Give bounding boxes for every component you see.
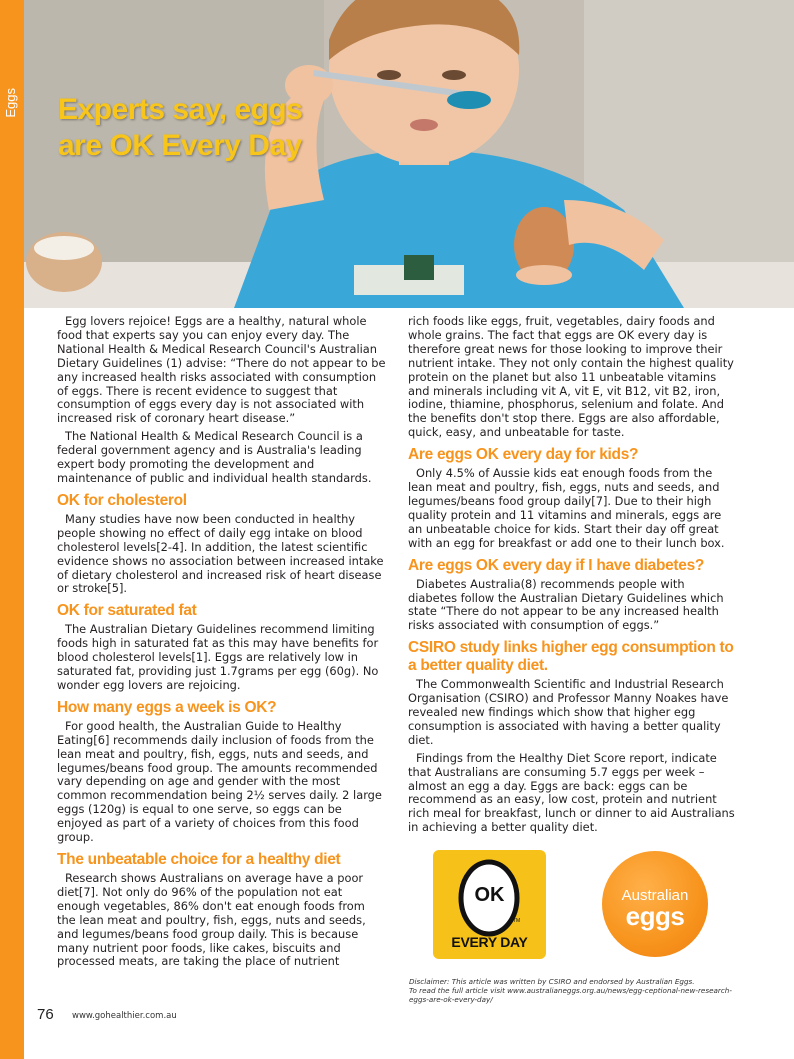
intro-paragraph-1: Egg lovers rejoice! Eggs are a healthy, natural whole food that experts say you can enjoy every day. The National Health & Medical Research Council's Australian Dietary Guidelines (1) advise: “There do not appear to be any increased health risks associated with consumption of eggs. There is recent evidence to suggest that consumption of eggs every day is not associated with increased risk of coronary heart disease.” xyxy=(57,314,386,426)
heading-kids: Are eggs OK every day for kids? xyxy=(408,446,639,464)
heading-csiro-study: CSIRO study links higher egg consumption to a better quality diet. xyxy=(408,639,734,675)
disclaimer-line-1: Disclaimer: This article was written by CSIRO and endorsed by Australian Eggs. xyxy=(409,977,695,986)
eggs-per-week-paragraph: For good health, the Australian Guide to Healthy Eating[6] recommends daily inclusion of foods from the lean meat and poultry, fish, eggs, nuts and seeds, and legumes/beans food group. The amounts recommended vary depending on age and gender with the most common recommendation being 2½ serves daily. 2 large eggs (120g) is equal to one serve, so eggs can be enjoyed as part of a variety of choices from this food group. xyxy=(57,718,382,845)
csiro-paragraph-1: The Commonwealth Scientific and Industrial Research Organisation (CSIRO) and Professor Manny Noakes have revealed new findings which show that higher egg consumption is associated with having a better quality diet. xyxy=(408,677,729,747)
page-number: 76 xyxy=(37,1006,54,1023)
left-column xyxy=(57,315,387,973)
kids-paragraph: Only 4.5% of Aussie kids eat enough foods from the lean meat and poultry, fish, eggs, nuts and seeds, and legumes/beans food group daily[7]. Due to their high quality protein and 11 vitamins and minerals, eggs are an unbeatable choice for kids. Start their day off great with an egg for breakfast or add one to their lunch box. xyxy=(408,466,725,550)
side-tab-bar xyxy=(0,0,24,1059)
every-day-logo-text: EVERY DAY xyxy=(451,934,528,950)
heading-unbeatable-choice: The unbeatable choice for a healthy diet xyxy=(57,851,341,868)
continued-paragraph: rich foods like eggs, fruit, vegetables, dairy foods and whole grains. The fact that eggs are OK every day is therefore great news for those looking to improve their nutrient intake. They not only contain the highest quality protein on the planet but also 11 unbeatable vitamins and minerals including vit A, vit E, vit B12, vit B2, iron, iodine, thiamine, phosphorus, selenium and folate. And the benefits don't stop there. Eggs are also affordable, quick, easy, and unbeatable for taste. xyxy=(408,314,734,440)
side-tab-label: Eggs xyxy=(3,88,18,118)
heading-diabetes: Are eggs OK every day if I have diabetes? xyxy=(408,556,705,574)
heading-eggs-per-week: How many eggs a week is OK? xyxy=(57,698,277,716)
australian-eggs-logo xyxy=(602,851,708,957)
unbeatable-choice-paragraph: Research shows Australians on average have a poor diet[7]. Not only do 96% of the population not eat enough vegetables, 86% don't eat enough foods from the lean meat and poultry, fish, eggs, nuts and seeds, and legumes/beans food group daily. This is because many nutrient poor foods, like cakes, biscuits and processed meats, are taking the place of nutrient xyxy=(57,871,366,969)
australian-eggs-bottom-text: eggs xyxy=(625,901,685,931)
title-line-2: are OK Every Day xyxy=(58,129,302,162)
trademark-mark: TM xyxy=(513,918,521,924)
disclaimer xyxy=(409,978,739,1004)
heading-saturated-fat: OK for saturated fat xyxy=(57,602,197,620)
website-url: www.gohealthier.com.au xyxy=(72,1011,177,1021)
diabetes-paragraph: Diabetes Australia(8) recommends people with diabetes follow the Australian Dietary Guidelines which state “There do not appear to be any increased health risks associated with consumption of eggs.” xyxy=(408,576,724,633)
right-column xyxy=(408,315,736,839)
intro-paragraph-2: The National Health & Medical Research Council is a federal government agency and is Australia's leading expert body promoting the development and maintenance of public and individual health standards. xyxy=(57,429,372,485)
page-title xyxy=(58,92,358,164)
title-line-1: Experts say, eggs xyxy=(58,93,303,126)
cholesterol-paragraph: Many studies have now been conducted in healthy people showing no effect of daily egg intake on blood cholesterol levels[2-4]. In addition, the latest scientific evidence shows no association between increased intake of dietary cholesterol and increased risk of heart disease or stroke[5]. xyxy=(57,511,384,596)
ok-logo-text: OK xyxy=(474,884,505,906)
disclaimer-line-2: To read the full article visit www.australianeggs.org.au/news/egg-ceptional-new-research-eggs-are-ok-every-day/ xyxy=(409,985,732,1004)
csiro-paragraph-2: Findings from the Healthy Diet Score report, indicate that Australians are consuming 5.7 eggs per week – almost an egg a day. Eggs are back: eggs can be recommend as an easy, low cost, protein and nutrient rich meal for breakfast, lunch or dinner to aid Australians in achieving a better quality diet. xyxy=(408,750,735,835)
ok-every-day-logo xyxy=(433,850,546,959)
heading-cholesterol: OK for cholesterol xyxy=(57,491,187,509)
saturated-fat-paragraph: The Australian Dietary Guidelines recommend limiting foods high in saturated fat as this may have benefits for blood cholesterol levels[1]. Eggs are relatively low in saturated fat, providing just 1.7grams per egg (60g). No wonder egg lovers are rejoicing. xyxy=(57,622,379,692)
australian-eggs-top-text: Australian xyxy=(621,887,689,904)
